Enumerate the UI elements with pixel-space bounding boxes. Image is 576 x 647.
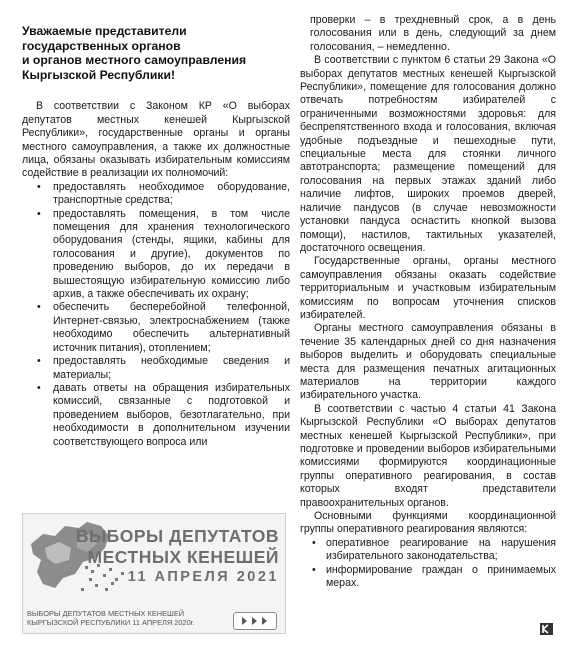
functions-list <box>300 537 556 591</box>
banner-title-line: МЕСТНЫХ КЕНЕШЕЙ <box>87 547 279 567</box>
triple-chevron-right-icon <box>233 612 277 630</box>
right-column <box>300 14 556 590</box>
banner-footer <box>27 609 195 627</box>
duties-list <box>22 181 290 449</box>
elections-banner <box>22 513 286 634</box>
left-column <box>22 14 290 449</box>
list-item: • оперативное реагирование на нарушения избирательного законодательства; <box>300 537 556 564</box>
paragraph: Государственные органы, органы местного самоуправления обязаны оказать содействие территориальным и участковым избирательным комиссиям по вопросам уточнения списков избирателей. <box>300 255 556 321</box>
list-item: • информирование граждан о принимаемых мерах. <box>300 564 556 591</box>
banner-date: 11 АПРЕЛЯ 2021 <box>127 569 279 585</box>
intro-paragraph: В соответствии с Законом КР «О выборах депутатов местных кенешей Кыргызской Республики», государственные органы и органы местного самоуправления, а также их должностные лица, обязаны оказывать избирательным комиссиям содействие в реализации их полномочий: <box>22 100 290 180</box>
list-item: • предоставлять помещения, в том числе помещения для хранения технологического оборудования (стенды, ящики, кабины для голосования и другие), документов по проведению выборов, до их передачи в вышестоящую избирательную комиссию либо архив, а также обеспечивать их охрану; <box>22 208 290 302</box>
paragraph: В соответствии с частью 4 статьи 41 Закона Кыргызской Республики «О выборах депутатов местных кенешей Кыргызской Республики», при подготовке и проведении выборов избирательными комиссиями формируются координационные группы оперативного реагирования, в состав которых входят представители правоохранительных органов. <box>300 402 556 509</box>
paragraph: Основными функциями координационной группы оперативного реагирования являются: <box>300 510 556 536</box>
list-item: • давать ответы на обращения избирательных комиссий, связанные с подготовкой и проведением выборов, безотлагательно, при необходимости в дополнительном изучении соответствующего вопроса или <box>22 382 290 449</box>
page-heading <box>22 24 290 82</box>
paragraph: Органы местного самоуправления обязаны в течение 35 календарных дней со дня назначения выборов выделить и оборудовать специальные места для размещения печатных агитационных материалов на территории каждого избирательного участка. <box>300 322 556 402</box>
list-item: • предоставлять необходимые сведения и материалы; <box>22 355 290 382</box>
heading-line: государственных органов <box>22 38 181 53</box>
heading-line: Кыргызской Республики! <box>22 67 176 82</box>
banner-title-line: ВЫБОРЫ ДЕПУТАТОВ <box>75 526 279 546</box>
corner-logo-icon <box>540 623 553 635</box>
paragraph: В соответствии с пунктом 6 статьи 29 Закона «О выборах депутатов местных кенешей Кыргызской Республики», помещение для голосования должно отвечать потребностям избирателей с ограниченными возможностями здоровья: для беспрепятственного входа и голосования, включая удобные подъездные и пешеходные пути, специальные места для стоянки личного автотранспорта; размещение помещений для голосования на первых этажах зданий либо наличие лифтов, широких проемов дверей, наличие пандусов (в случае невозможности установки пандуса оснастить кнопкой вызова помощи), настилов, тактильных указателей, достаточного освещения. <box>300 54 556 254</box>
heading-line: и органов местного самоуправления <box>22 53 247 68</box>
list-item: • предоставлять необходимое оборудование, транспортные средства; <box>22 181 290 208</box>
continuation-paragraph: проверки – в трехдневный срок, а в день голосования или в день, следующий за днем голосования, – немедленно. <box>310 14 556 53</box>
banner-footer-line: ВЫБОРЫ ДЕПУТАТОВ МЕСТНЫХ КЕНЕШЕЙ <box>27 609 185 618</box>
list-item: • обеспечить бесперебойной телефонной, Интернет-связью, электроснабжением (также необходимо обеспечить альтернативный источник питания), отоплением; <box>22 301 290 355</box>
banner-footer-line: КЫРГЫЗСКОЙ РЕСПУБЛИКИ 11 АПРЕЛЯ 2020г. <box>27 618 195 627</box>
heading-line: Уважаемые представители <box>22 24 187 38</box>
